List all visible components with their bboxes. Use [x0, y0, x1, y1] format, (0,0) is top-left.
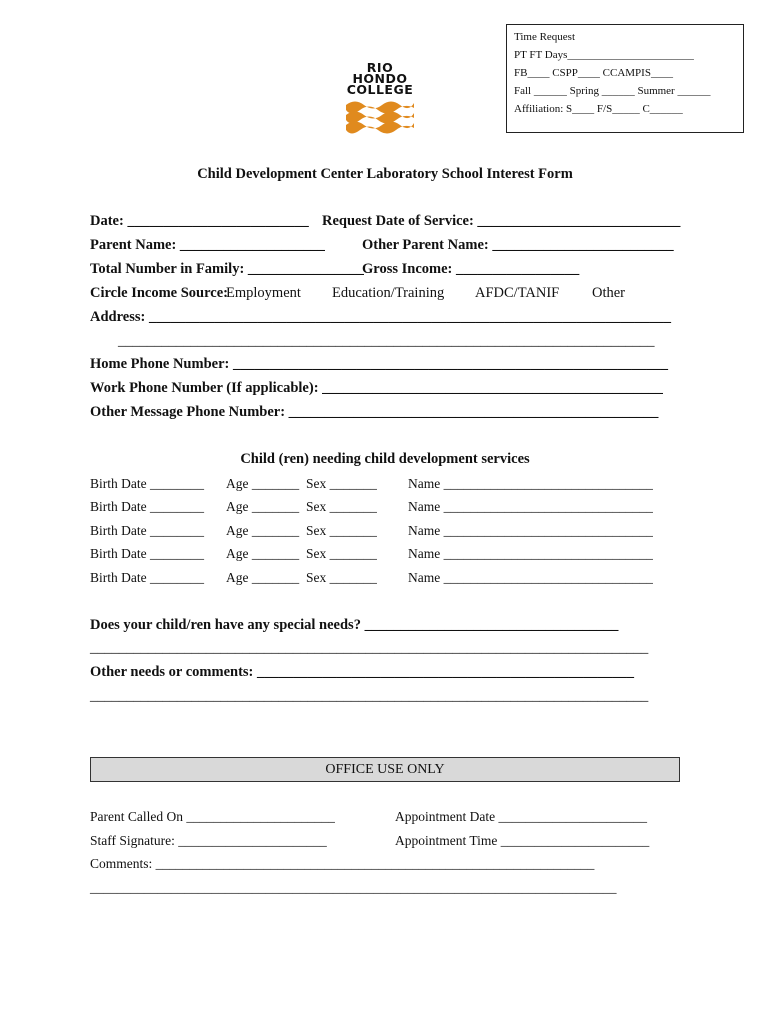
child-name[interactable]: Name _______________________________: [408, 570, 653, 585]
child-age[interactable]: Age _______: [226, 570, 300, 585]
special-needs-field[interactable]: Does your child/ren have any special needs? ___________________________________: [90, 617, 619, 633]
home-phone-field[interactable]: Home Phone Number: ____________________________________________________________: [90, 356, 668, 372]
time-request-box: [506, 24, 744, 133]
address-field[interactable]: Address: ________________________________________________________________________: [90, 309, 671, 325]
income-option-education[interactable]: Education/Training: [332, 285, 445, 301]
child-birth-date[interactable]: Birth Date ________: [90, 476, 204, 491]
other-parent-name-field[interactable]: Other Parent Name: _________________________: [362, 237, 674, 253]
work-phone-field[interactable]: Work Phone Number (If applicable): _______________________________________________: [90, 380, 663, 396]
time-request-row-1: PT FT Days_______________________: [514, 49, 694, 61]
office-use-header: OFFICE USE ONLY: [90, 757, 680, 782]
time-request-title: Time Request: [514, 31, 576, 43]
child-sex[interactable]: Sex _______: [306, 570, 377, 585]
other-needs-line[interactable]: _____________________________________________________________________________: [90, 688, 649, 704]
address-line-2[interactable]: __________________________________________________________________________: [118, 333, 655, 349]
date-field[interactable]: Date: _________________________: [90, 213, 309, 229]
wave-logo-icon: [344, 98, 416, 134]
time-request-row-2: FB____ CSPP____ CCAMPIS____: [514, 67, 673, 79]
gross-income-field[interactable]: Gross Income: _________________: [362, 261, 580, 277]
appointment-time-field[interactable]: Appointment Time ______________________: [395, 833, 650, 848]
child-sex[interactable]: Sex _______: [306, 523, 377, 538]
comments-field[interactable]: Comments: _________________________________________________________________: [90, 856, 595, 871]
child-birth-date[interactable]: Birth Date ________: [90, 546, 204, 561]
income-option-employment[interactable]: Employment: [226, 285, 301, 301]
time-request-row-4: Affiliation: S____ F/S_____ C______: [514, 103, 683, 115]
parent-name-field[interactable]: Parent Name: ____________________: [90, 237, 325, 253]
child-name[interactable]: Name _______________________________: [408, 476, 653, 491]
family-total-field[interactable]: Total Number in Family: ________________: [90, 261, 364, 277]
child-name[interactable]: Name _______________________________: [408, 499, 653, 514]
child-age[interactable]: Age _______: [226, 523, 300, 538]
child-birth-date[interactable]: Birth Date ________: [90, 570, 204, 585]
staff-signature-field[interactable]: Staff Signature: ______________________: [90, 833, 327, 848]
comments-line[interactable]: ______________________________________________________________________________: [90, 880, 617, 895]
appointment-date-field[interactable]: Appointment Date ______________________: [395, 809, 647, 824]
child-sex[interactable]: Sex _______: [306, 499, 377, 514]
income-source-label: Circle Income Source:: [90, 285, 228, 301]
child-birth-date[interactable]: Birth Date ________: [90, 499, 204, 514]
other-needs-field[interactable]: Other needs or comments: ____________________________________________________: [90, 664, 634, 680]
parent-called-field[interactable]: Parent Called On ______________________: [90, 809, 335, 824]
income-option-other[interactable]: Other: [592, 285, 626, 301]
other-phone-field[interactable]: Other Message Phone Number: ___________________________________________________: [90, 404, 659, 420]
form-title: Child Development Center Laboratory School Interest Form: [197, 166, 573, 182]
request-date-field[interactable]: Request Date of Service: ____________________________: [322, 213, 681, 229]
child-name[interactable]: Name _______________________________: [408, 523, 653, 538]
child-age[interactable]: Age _______: [226, 499, 300, 514]
children-heading: Child (ren) needing child development services: [240, 451, 530, 467]
time-request-row-3: Fall ______ Spring ______ Summer ______: [514, 85, 711, 97]
child-age[interactable]: Age _______: [226, 476, 300, 491]
special-needs-line[interactable]: _____________________________________________________________________________: [90, 640, 649, 656]
child-birth-date[interactable]: Birth Date ________: [90, 523, 204, 538]
child-sex[interactable]: Sex _______: [306, 476, 377, 491]
child-age[interactable]: Age _______: [226, 546, 300, 561]
income-option-afdc[interactable]: AFDC/TANIF: [475, 285, 560, 301]
rio-hondo-college-logo: RIO HONDO COLLEGE: [338, 60, 422, 136]
child-name[interactable]: Name _______________________________: [408, 546, 653, 561]
child-sex[interactable]: Sex _______: [306, 546, 377, 561]
